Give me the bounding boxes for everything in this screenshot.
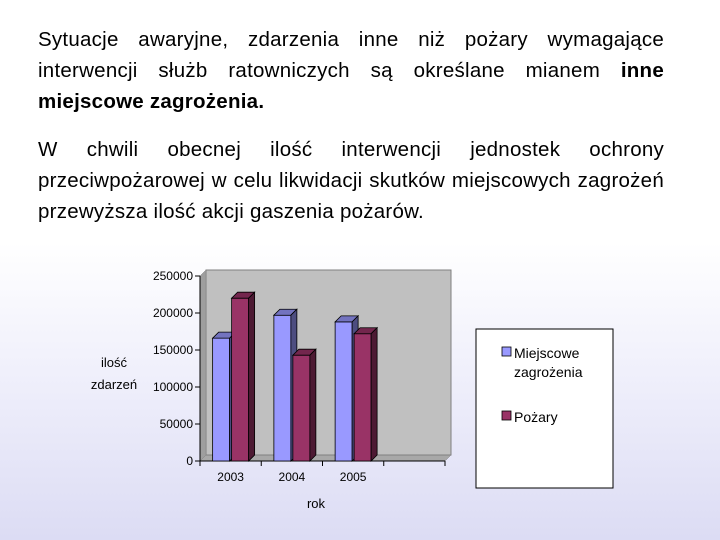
plot-side-wall <box>200 270 206 461</box>
intro-text: Sytuacje awaryjne, zdarzenia inne niż pożary wymagające interwencji służb ratowniczych są określane mianem <box>38 28 664 82</box>
y-tick-label: 0 <box>186 454 193 468</box>
x-tick-label: 2003 <box>217 470 244 484</box>
bar-side <box>310 349 316 461</box>
bar-pozary-2003 <box>232 292 255 461</box>
legend-label-0: Miejscowe zagrożenia <box>514 345 583 380</box>
bar-front <box>274 315 291 461</box>
bar-side <box>249 292 255 461</box>
second-paragraph: W chwili obecnej ilość interwencji jednostek ochrony przeciwpożarowej w celu likwidacji skutków miejscowych zagrożeń przewyższa ilość akcji gaszenia pożarów. <box>38 138 664 223</box>
x-axis-label: rok <box>306 496 326 511</box>
y-tick-label: 50000 <box>159 417 193 431</box>
bar-front <box>213 338 230 461</box>
x-tick-label: 2005 <box>339 470 367 484</box>
bar-pozary-2005 <box>354 328 377 461</box>
y-tick-label: 150000 <box>152 343 193 357</box>
y-axis-label-line1: ilość <box>100 355 128 370</box>
bar-front <box>293 355 310 461</box>
bar-pozary-2004 <box>293 349 316 461</box>
bars <box>213 292 378 461</box>
y-axis-label-line2: zdarzeń <box>90 377 138 392</box>
intro-bold-term: inne miejscowe zagrożenia. <box>38 59 664 113</box>
legend-swatch <box>502 411 511 420</box>
legend-swatch <box>502 347 511 356</box>
bar-side <box>371 328 377 461</box>
bar-front <box>232 298 249 461</box>
y-tick-label: 200000 <box>152 306 193 320</box>
legend <box>476 329 613 488</box>
y-tick-label: 100000 <box>152 380 193 394</box>
x-tick-label: 2004 <box>278 470 306 484</box>
bar-front <box>335 322 352 461</box>
y-tick-label: 250000 <box>152 269 193 283</box>
bar-front <box>354 334 371 461</box>
legend-label-1: Pożary <box>514 409 558 425</box>
